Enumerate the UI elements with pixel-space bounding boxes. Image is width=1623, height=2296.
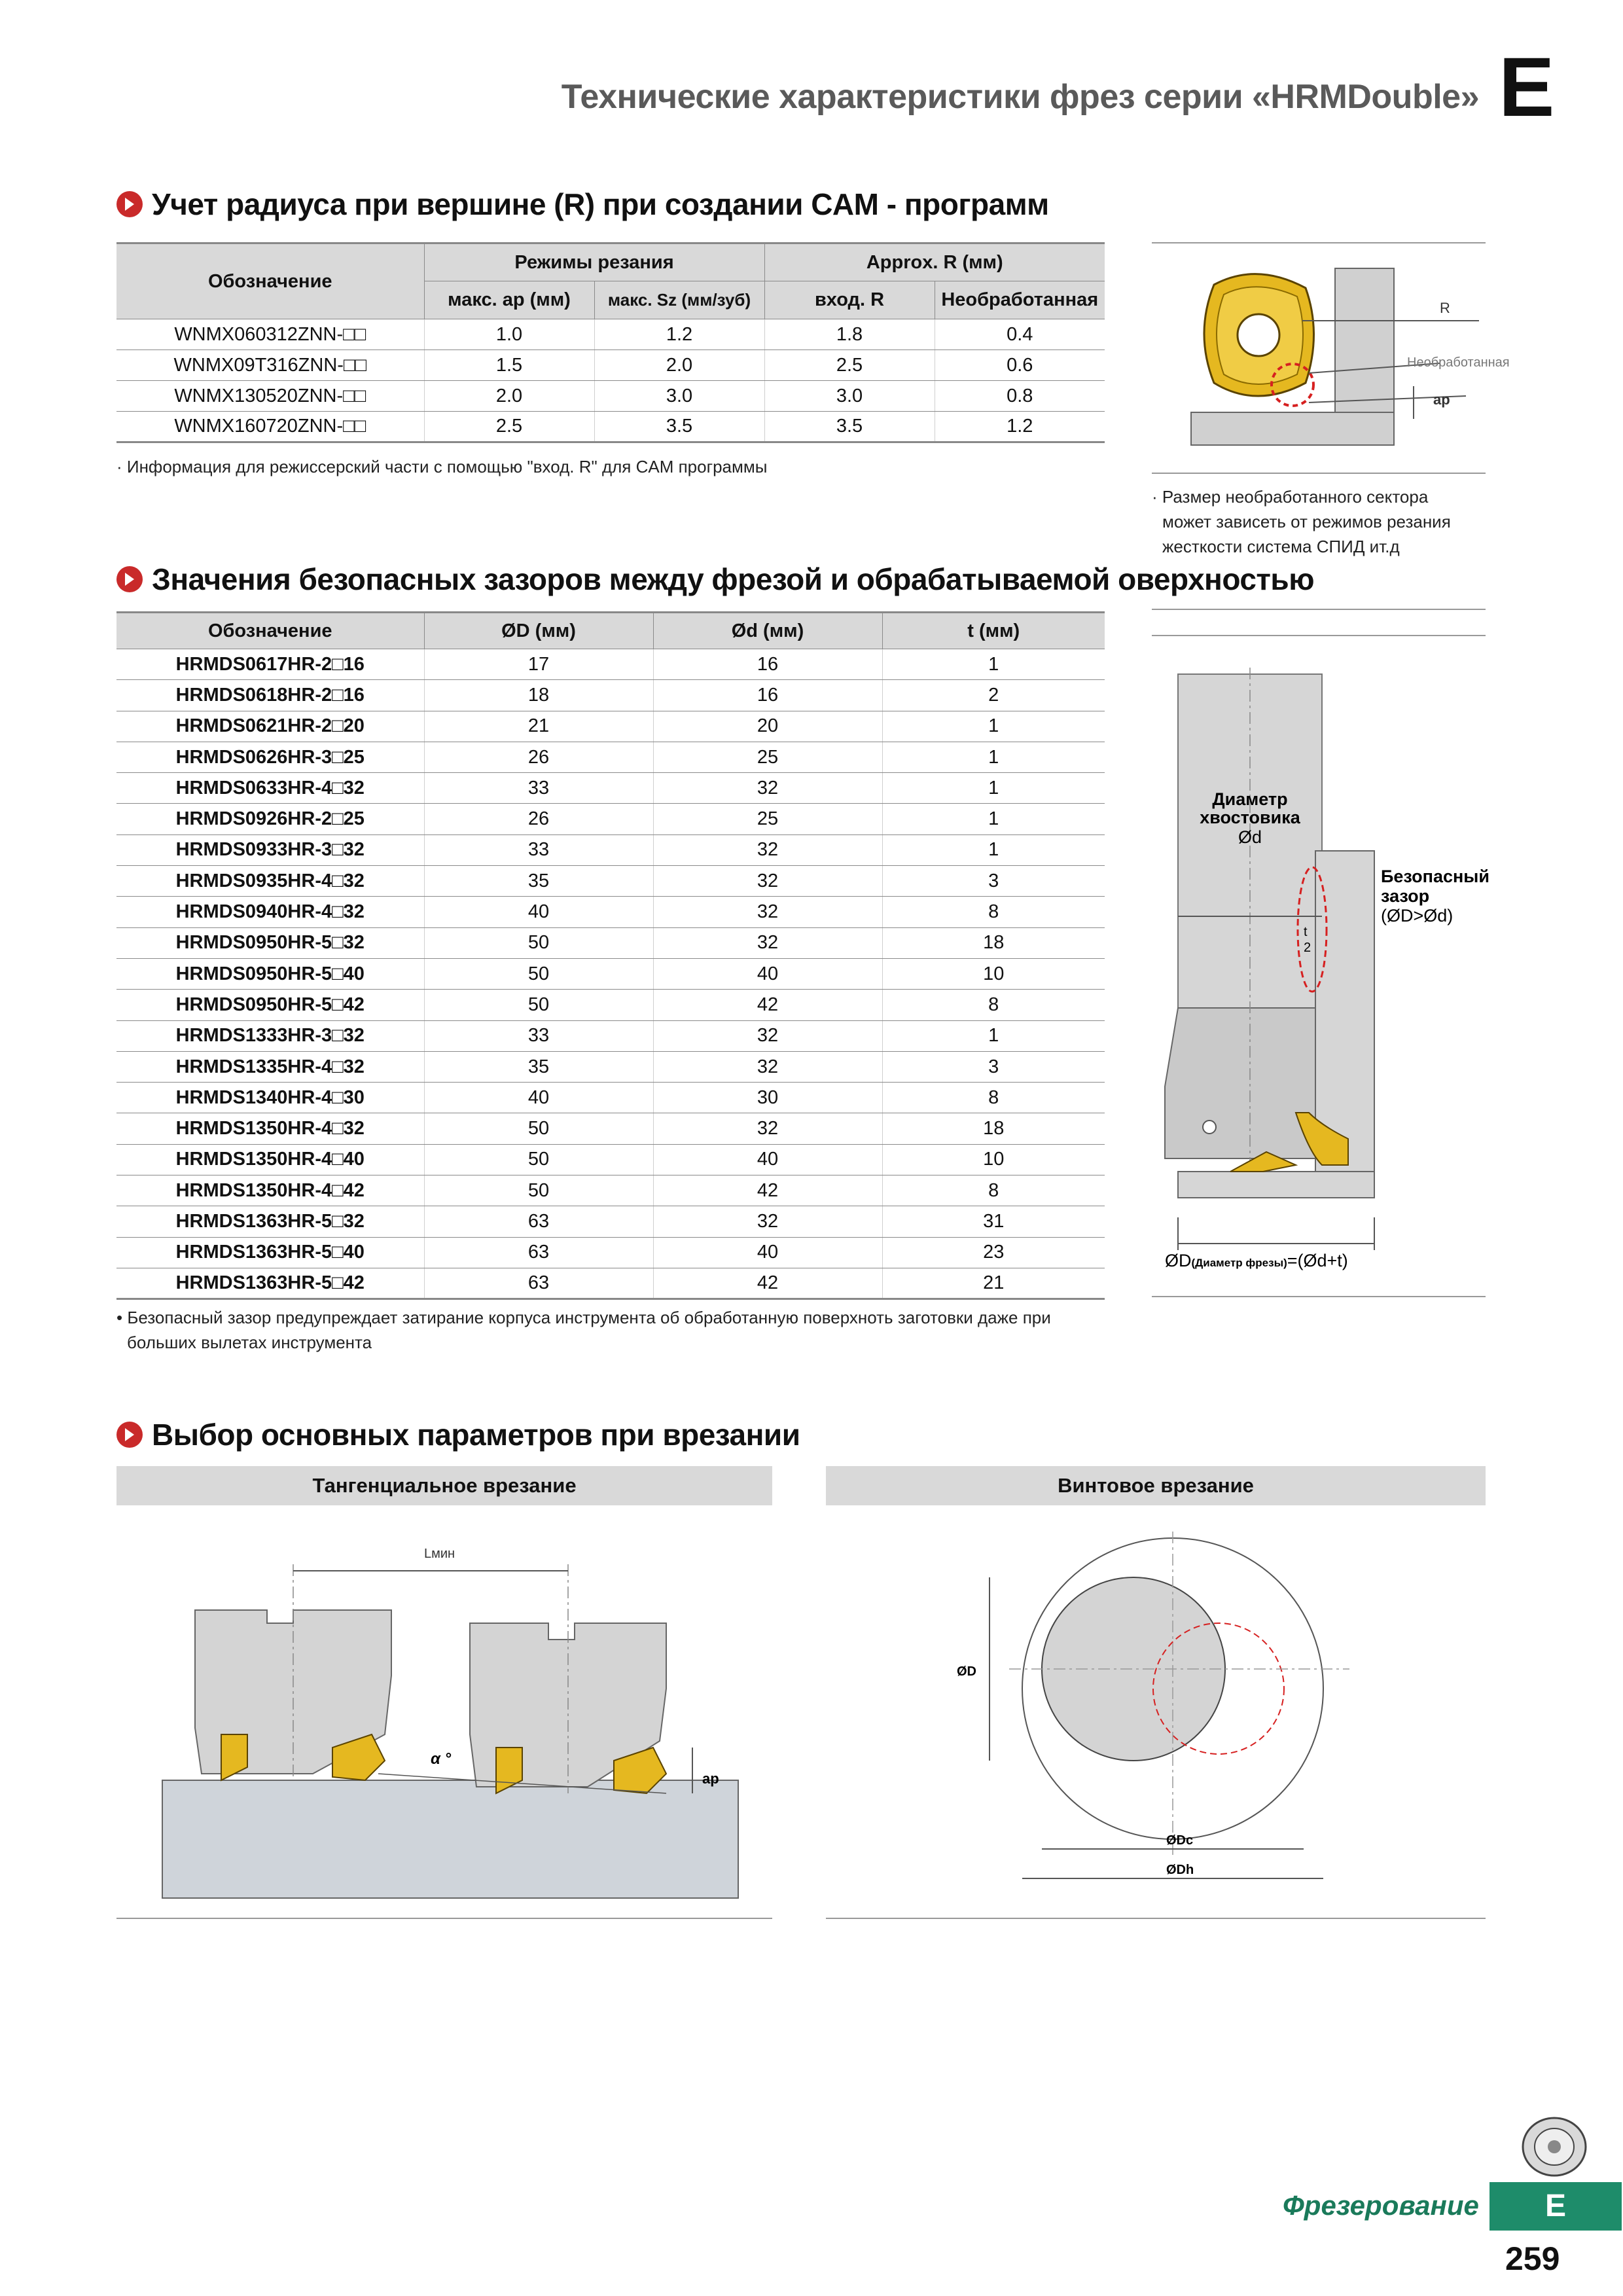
cell-d: 32 (653, 1051, 882, 1082)
table-row (116, 1083, 1105, 1113)
cell-r: 3.5 (764, 412, 935, 442)
header-approx-r: Approx. R (мм) (764, 243, 1105, 281)
figure-rule-bottom (1152, 609, 1486, 610)
label-r: R (1440, 300, 1450, 316)
label-D: ØD (957, 1664, 976, 1679)
header-max-sz: макс. Sz (мм/зуб) (594, 281, 764, 319)
label-ap: ap (1433, 391, 1450, 408)
cell-code: HRMDS0940HR-4□32 (116, 897, 424, 927)
table-row (116, 1206, 1105, 1237)
cell-d: 42 (653, 990, 882, 1020)
subhead-tangential: Тангенциальное врезание (116, 1466, 772, 1505)
cell-d: 32 (653, 773, 882, 804)
cell-t: 8 (882, 1175, 1105, 1206)
cell-t: 8 (882, 1083, 1105, 1113)
cell-code: WNMX130520ZNN-□□ (116, 381, 424, 412)
cell-d: 25 (653, 804, 882, 834)
header-D: ØD (мм) (424, 613, 653, 649)
subhead-helical: Винтовое врезание (826, 1466, 1486, 1505)
figure2-rule-bottom (1152, 1296, 1486, 1297)
section2-title (116, 562, 1314, 597)
cell-code: HRMDS1340HR-4□30 (116, 1083, 424, 1113)
tangential-entry-figure (116, 1518, 772, 1911)
figure2-rule-top (1152, 635, 1486, 636)
cell-unmachined: 0.6 (935, 350, 1105, 381)
section1-title-text: Учет радиуса при вершине (R) при создании CAM - программ (152, 187, 1049, 221)
table-row (116, 804, 1105, 834)
cell-D: 21 (424, 711, 653, 742)
header-designation: Обозначение (116, 613, 424, 649)
cell-D: 26 (424, 804, 653, 834)
section3-title (116, 1417, 800, 1452)
label-ap: ap (702, 1770, 719, 1787)
cell-t: 3 (882, 866, 1105, 897)
cell-d: 32 (653, 927, 882, 958)
cell-d: 42 (653, 1268, 882, 1299)
cell-unmachined: 1.2 (935, 412, 1105, 442)
cell-ap: 1.5 (424, 350, 594, 381)
cell-code: HRMDS1350HR-4□40 (116, 1144, 424, 1175)
cell-D: 33 (424, 773, 653, 804)
table-row (116, 1175, 1105, 1206)
table-row (116, 381, 1105, 412)
cell-d: 20 (653, 711, 882, 742)
label-lmin: Lмин (424, 1547, 455, 1561)
table-row (116, 834, 1105, 865)
side-note-line: может зависеть от режимов резания (1162, 512, 1451, 531)
cell-t: 10 (882, 958, 1105, 989)
table-row (116, 711, 1105, 742)
table-row (116, 1144, 1105, 1175)
cell-ap: 2.0 (424, 381, 594, 412)
table-row (116, 350, 1105, 381)
figure-rule-mid (1152, 473, 1486, 474)
cell-code: HRMDS0933HR-3□32 (116, 834, 424, 865)
cell-t: 23 (882, 1237, 1105, 1268)
cell-D: 17 (424, 649, 653, 680)
cell-code: WNMX160720ZNN-□□ (116, 412, 424, 442)
cell-t: 8 (882, 897, 1105, 927)
cell-t: 1 (882, 834, 1105, 865)
cell-ap: 1.0 (424, 319, 594, 350)
label-shank: Диаметр (1212, 789, 1288, 809)
safe-clearance-table (116, 611, 1105, 1300)
cell-d: 32 (653, 834, 882, 865)
cell-code: HRMDS1363HR-5□40 (116, 1237, 424, 1268)
coolant-hole (1203, 1121, 1216, 1134)
cell-D: 40 (424, 897, 653, 927)
section1-note: · Информация для режиссерский части с помощью "вход. R" для CAM программы (116, 457, 768, 476)
cell-d: 40 (653, 1237, 882, 1268)
arrow-bullet-icon (116, 566, 143, 592)
cell-t: 10 (882, 1144, 1105, 1175)
label-gap: Безопасный (1381, 867, 1489, 886)
cell-D: 35 (424, 1051, 653, 1082)
cell-t: 1 (882, 1020, 1105, 1051)
cell-t: 21 (882, 1268, 1105, 1299)
cell-d: 42 (653, 1175, 882, 1206)
cell-sz: 2.0 (594, 350, 764, 381)
insert-hole (1238, 314, 1279, 356)
label-diameter-b: (Диаметр фрезы) (1191, 1257, 1287, 1269)
table-row (116, 1113, 1105, 1144)
table-row (116, 927, 1105, 958)
section3-title-text: Выбор основных параметров при врезании (152, 1418, 800, 1452)
cell-D: 33 (424, 834, 653, 865)
arrow-bullet-icon (116, 191, 143, 217)
cell-sz: 1.2 (594, 319, 764, 350)
table-row (116, 649, 1105, 680)
section2-title-text: Значения безопасных зазоров между фрезой и обрабатываемой оверхностью (152, 562, 1314, 596)
cell-code: HRMDS1350HR-4□32 (116, 1113, 424, 1144)
cell-D: 35 (424, 866, 653, 897)
cell-D: 33 (424, 1020, 653, 1051)
cell-d: 30 (653, 1083, 882, 1113)
cell-t: 1 (882, 711, 1105, 742)
section3-rule-right (826, 1918, 1486, 1919)
label-diameter-c: =(Ød+t) (1287, 1251, 1348, 1270)
cell-t: 2 (882, 680, 1105, 711)
cell-D: 50 (424, 1144, 653, 1175)
label-gap: (ØD>Ød) (1381, 906, 1454, 925)
table-row (116, 866, 1105, 897)
cell-code: HRMDS0926HR-2□25 (116, 804, 424, 834)
cell-r: 2.5 (764, 350, 935, 381)
cell-d: 40 (653, 958, 882, 989)
table-row (116, 742, 1105, 772)
table-row (116, 773, 1105, 804)
section2-note-line: больших вылетах инструмента (127, 1333, 372, 1352)
cell-d: 16 (653, 680, 882, 711)
cell-d: 32 (653, 1206, 882, 1237)
helical-entry-figure (826, 1518, 1486, 1911)
table-row (116, 1268, 1105, 1299)
cell-D: 50 (424, 990, 653, 1020)
cell-code: HRMDS0935HR-4□32 (116, 866, 424, 897)
cell-t: 1 (882, 649, 1105, 680)
header-input-r: вход. R (764, 281, 935, 319)
section3-rule-left (116, 1918, 772, 1919)
table-row (116, 990, 1105, 1020)
cell-code: HRMDS0617HR-2□16 (116, 649, 424, 680)
workpiece-floor (1178, 1172, 1374, 1198)
header-max-ap: макс. ap (мм) (424, 281, 594, 319)
cell-code: HRMDS0633HR-4□32 (116, 773, 424, 804)
cell-t: 18 (882, 927, 1105, 958)
section2-note-line: • Безопасный зазор предупреждает затирание корпуса инструмента об обработанную поверхноть заготовки даже при (116, 1308, 1051, 1327)
cell-t: 31 (882, 1206, 1105, 1237)
footer-category: Фрезерование (1283, 2190, 1479, 2221)
cell-D: 50 (424, 1175, 653, 1206)
cell-code: HRMDS0626HR-3□25 (116, 742, 424, 772)
table-row (116, 319, 1105, 350)
workpiece (162, 1780, 738, 1898)
cell-D: 18 (424, 680, 653, 711)
label-diameter-a: ØD (1165, 1251, 1192, 1270)
header-t: t (мм) (882, 613, 1105, 649)
cell-D: 50 (424, 1113, 653, 1144)
cell-D: 50 (424, 958, 653, 989)
arrow-bullet-icon (116, 1422, 143, 1448)
figure-rule-top (1152, 242, 1486, 243)
side-note (1152, 484, 1451, 559)
label-gap: зазор (1381, 886, 1430, 906)
cell-t: 1 (882, 773, 1105, 804)
cell-unmachined: 0.4 (935, 319, 1105, 350)
cell-t: 1 (882, 742, 1105, 772)
cell-unmachined: 0.8 (935, 381, 1105, 412)
cell-code: HRMDS0618HR-2□16 (116, 680, 424, 711)
cell-code: HRMDS0950HR-5□32 (116, 927, 424, 958)
cell-code: HRMDS1363HR-5□32 (116, 1206, 424, 1237)
side-note-line: жесткости система СПИД ит.д (1162, 537, 1400, 556)
header-designation: Обозначение (116, 243, 424, 319)
cell-d: 32 (653, 866, 882, 897)
cell-code: HRMDS0950HR-5□42 (116, 990, 424, 1020)
section1-title (116, 187, 1049, 222)
table-row (116, 1020, 1105, 1051)
cell-code: WNMX060312ZNN-□□ (116, 319, 424, 350)
cell-code: HRMDS1333HR-3□32 (116, 1020, 424, 1051)
cell-t: 3 (882, 1051, 1105, 1082)
cell-r: 3.0 (764, 381, 935, 412)
header-cutting-modes: Режимы резания (424, 243, 764, 281)
cell-code: HRMDS1363HR-5□42 (116, 1268, 424, 1299)
cell-ap: 2.5 (424, 412, 594, 442)
footer-letter: E (1489, 2182, 1622, 2231)
cell-code: WNMX09T316ZNN-□□ (116, 350, 424, 381)
section2-note (116, 1305, 1051, 1355)
cell-d: 32 (653, 1020, 882, 1051)
side-note-line: · Размер необработанного сектора (1152, 487, 1429, 507)
table-row (116, 958, 1105, 989)
cell-D: 26 (424, 742, 653, 772)
cell-code: HRMDS0621HR-2□20 (116, 711, 424, 742)
cell-t: 8 (882, 990, 1105, 1020)
cell-code: HRMDS1335HR-4□32 (116, 1051, 424, 1082)
safe-clearance-figure (1152, 655, 1489, 1289)
cell-d: 25 (653, 742, 882, 772)
header-d: Ød (мм) (653, 613, 882, 649)
table-row (116, 897, 1105, 927)
cell-d: 16 (653, 649, 882, 680)
cell-D: 63 (424, 1268, 653, 1299)
cell-d: 40 (653, 1144, 882, 1175)
table-row (116, 412, 1105, 442)
label-half: 2 (1304, 941, 1311, 955)
cell-D: 40 (424, 1083, 653, 1113)
cell-sz: 3.0 (594, 381, 764, 412)
cell-code: HRMDS1350HR-4□42 (116, 1175, 424, 1206)
label-shank: Ød (1238, 827, 1262, 847)
cell-t: 18 (882, 1113, 1105, 1144)
page-title: Технические характеристики фрез серии «HRMDouble» (561, 78, 1479, 116)
label-shank: хвостовика (1200, 808, 1300, 827)
cell-D: 63 (424, 1206, 653, 1237)
floor-block (1191, 412, 1394, 445)
label-unmachined: Необработанная (1407, 355, 1510, 370)
milling-cutter-icon (1518, 2114, 1590, 2179)
cell-d: 32 (653, 1113, 882, 1144)
cell-d: 32 (653, 897, 882, 927)
label-diameter (1165, 1251, 1348, 1270)
cell-D: 63 (424, 1237, 653, 1268)
cell-code: HRMDS0950HR-5□40 (116, 958, 424, 989)
cell-r: 1.8 (764, 319, 935, 350)
label-alpha: α ° (431, 1750, 452, 1768)
table-row (116, 1051, 1105, 1082)
corner-radius-table (116, 242, 1105, 443)
label-Dh: ØDh (1166, 1863, 1194, 1877)
cell-sz: 3.5 (594, 412, 764, 442)
header-unmachined: Необработанная (935, 281, 1105, 319)
page-number: 259 (1505, 2240, 1560, 2277)
table-row (116, 1237, 1105, 1268)
label-Dc: ØDc (1166, 1833, 1194, 1848)
cell-t: 1 (882, 804, 1105, 834)
section-letter: E (1499, 41, 1555, 134)
cell-D: 50 (424, 927, 653, 958)
label-t: t (1304, 925, 1308, 939)
table-row (116, 680, 1105, 711)
insert-radius-figure (1152, 249, 1510, 465)
